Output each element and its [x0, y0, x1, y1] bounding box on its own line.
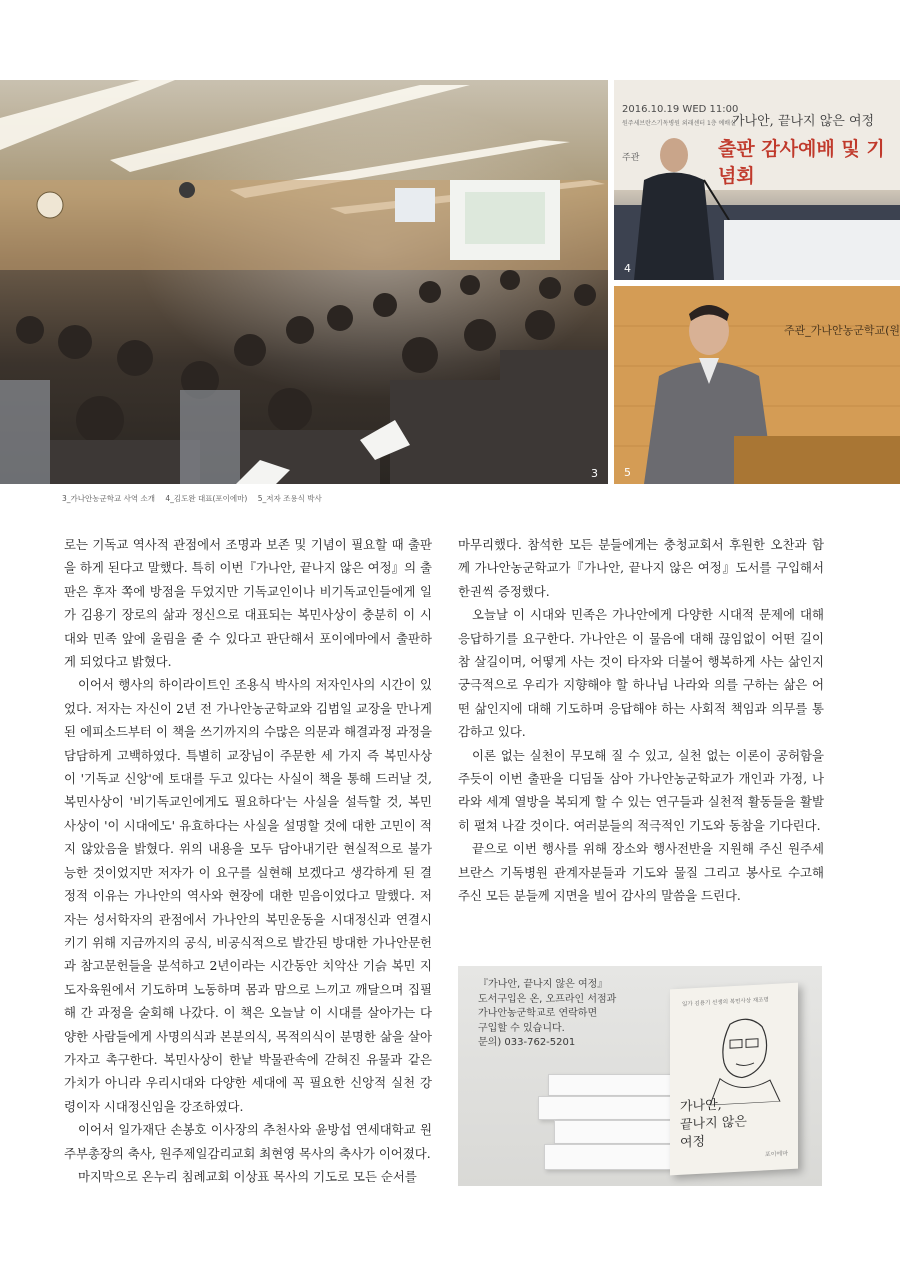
article-left-column — [64, 533, 432, 1188]
banner-event-title: 출판 감사예배 및 기념회 — [718, 138, 885, 187]
audience-illustration — [0, 80, 608, 484]
photo-author — [614, 286, 900, 484]
caption-photo-5: 5_저자 조용식 박사 — [257, 494, 322, 503]
photo-audience — [0, 80, 608, 484]
article-paragraph: 오늘날 이 시대와 민족은 가나안에게 다양한 시대적 문제에 대해 응답하기를 요구한다. 가나안은 이 물음에 대해 끊임없이 어떤 길이 참 살길이며, 어떻게 사는 것이 타자와 더불어 행복하게 사는 삶인지 궁극적으로 우리가 지향해야 할 하나님 나라와 의를 구하는 삶은 어떤 삶인지에 대해 기도하며 응답해야 하는 사회적 책임과 의무를 통감하고 있다. — [458, 607, 824, 740]
banner-venue: 원주세브란스기독병원 외래센터 1층 예배실 — [622, 120, 736, 127]
book-cover — [670, 983, 798, 1176]
book-cover-subtitle: 일가 김용기 선생의 복민사상 재조명 — [682, 997, 769, 1008]
photo-captions — [62, 493, 330, 504]
book-cover-title-line: 여정 — [680, 1134, 706, 1151]
author-illustration — [614, 286, 900, 484]
banner-date: 2016.10.19 WED 11:00 — [622, 104, 739, 115]
article-paragraph: 끝으로 이번 행사를 위해 장소와 행사전반을 지원해 주신 원주세브란스 기독병원 관계자분들과 기도와 물질 그리고 봉사로 수고해 주신 모든 분들께 지면을 빌어 감사의 말씀을 드린다. — [458, 841, 824, 904]
photo-number: 3 — [591, 467, 598, 480]
article-paragraph: 마지막으로 온누리 침례교회 이상표 목사의 기도로 모든 순서를 — [78, 1168, 417, 1184]
article-paragraph: 마무리했다. 참석한 모든 분들에게는 충청교회서 후원한 오찬과 함께 가나안농군학교가『가나안, 끝나지 않은 여정』도서를 구입해서 한권씩 증정했다. — [458, 537, 824, 599]
photo-speaker-podium — [614, 80, 900, 280]
author-portrait-sketch — [670, 1001, 798, 1108]
banner-host: 주관 — [622, 153, 640, 163]
book-cover-title — [680, 1095, 747, 1153]
book-cover-publisher: 포이에마 — [764, 1150, 788, 1159]
book-advertisement — [458, 966, 822, 1186]
book-cover-title-line: 끝나지 않은 — [680, 1114, 747, 1133]
book-ad-line: 도서구입은 온, 오프라인 서점과 — [478, 993, 617, 1005]
article-paragraph: 이어서 행사의 하이라이트인 조용식 박사의 저자인사의 시간이 있었다. 저자는 자신이 2년 전 가나안농군학교와 김범일 교장을 만나게 된 에피소드부터 이 책을 쓰기까지의 수많은 의문과 해결과정 과정을 담담하게 고백하였다. 특별히 교장님이 주문한 세 가지 즉 복민사상이 '기독교 신앙'에 토대를 두고 있다는 사실이 책을 통해 드러날 것, 복민사상이 '비기독교인에게도 필요하다'는 사실을 설득할 것, 복민사상이 '이 시대에도' 유효하다는 사실을 설명할 것에 대한 고민이 적지 않았음을 밝혔다. 위의 내용을 모두 담아내기란 현실적으로 불가능한 것이었지만 저자가 이 요구를 실현해 보겠다고 생각하게 된 결정적 이유는 가나안의 역사와 현장에 대한 믿음이었다고 말했다. 저자는 성서학자의 관점에서 가나안의 복민운동을 시대정신과 연결시키기 위해 지금까지의 공식, 비공식적으로 발간된 방대한 가나안문헌과 참고문헌들을 분석하고 2년이라는 시간동안 치악산 기슭 복민 지도자육원에서 기도하며 노동하며 몸과 맘으로 느끼고 깨달으며 집필해 간 과정을 술회해 나갔다. 이 책은 오늘날 이 시대를 살아가는 다양한 사람들에게 사명의식과 본분의식, 목적의식이 분명한 삶을 살아가자고 촉구한다. 복민사상이 한낱 박물관속에 갇혀진 유물과 같은 가치가 아니라 우리시대와 다양한 세대에 꼭 필요한 신앙적 실천 강령이자 시대정신임을 강조하였다. — [64, 677, 432, 1114]
book-ad-line: 구입할 수 있습니다. — [478, 1022, 565, 1034]
book-cover-title-line: 가나안, — [680, 1097, 722, 1115]
book-ad-text — [478, 978, 648, 1051]
article-paragraph: 이어서 일가재단 손봉호 이사장의 추천사와 윤방섭 연세대학교 원주부총장의 축사, 원주제일감리교회 최현영 목사의 축사가 이어졌다. — [64, 1122, 432, 1161]
book-ad-title: 『가나안, 끝나지 않은 여정』 — [478, 979, 608, 990]
banner-host: 주관_가나안농군학교(원 — [784, 324, 900, 337]
photo-number: 5 — [624, 466, 631, 479]
caption-photo-4: 4_김도완 대표(포이에마) — [165, 494, 248, 503]
book-ad-line: 가나안농군학교로 연락하면 — [478, 1008, 598, 1019]
photo-number: 4 — [624, 262, 631, 275]
article-paragraph: 이론 없는 실천이 무모해 질 수 있고, 실천 없는 이론이 공허함을 주듯이 이번 출판을 디딤돌 삼아 가나안농군학교가 개인과 가정, 나라와 세계 열방을 복되게 할 수 있는 연구들과 실천적 활동들을 활발히 펼쳐 나갈 것이다. 여러분들의 적극적인 기도와 동참을 기다린다. — [458, 747, 824, 833]
article-paragraph: 로는 기독교 역사적 관점에서 조명과 보존 및 기념이 필요할 때 출판을 하게 된다고 말했다. 특히 이번『가나안, 끝나지 않은 여정』의 출판은 후자 쪽에 방점을 두었지만 기독교인이나 비기독교인들에게 일가 김용기 장로의 삶과 정신으로 대표되는 복민사상이 충분히 이 시대와 민족 앞에 울림을 줄 수 있다고 판단해서 포이에마에서 출판하게 되었다고 밝혔다. — [64, 537, 432, 670]
book-ad-phone: 문의) 033-762-5201 — [478, 1037, 576, 1048]
article-right-column — [458, 533, 824, 908]
banner-title: 가나안, 끝나지 않은 여정 — [732, 114, 875, 129]
caption-photo-3: 3_가나안농군학교 사역 소개 — [62, 494, 155, 503]
